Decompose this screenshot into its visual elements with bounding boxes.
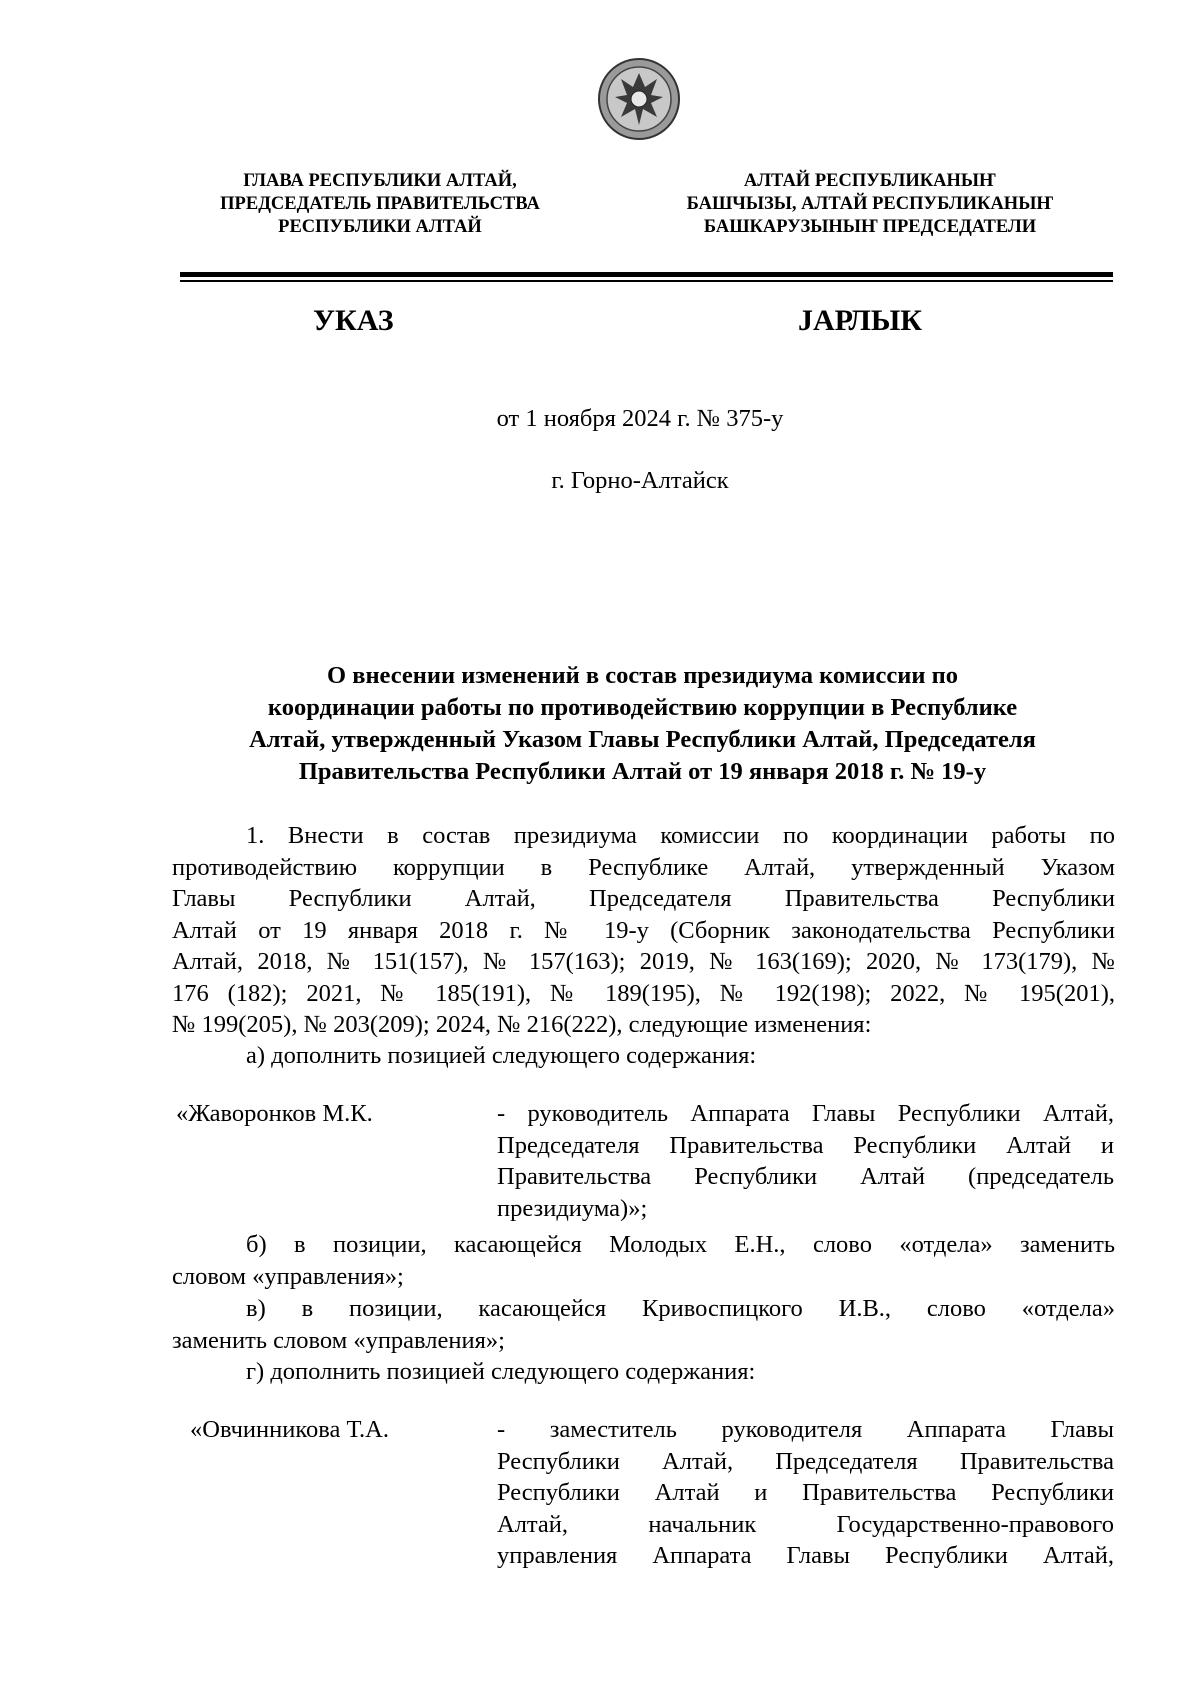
header-left-line: ПРЕДСЕДАТЕЛЬ ПРАВИТЕЛЬСТВА	[220, 194, 540, 214]
paragraph-line: г) дополнить позицией следующего содержания:	[246, 1358, 756, 1385]
entry-description	[497, 1414, 1114, 1572]
header-left-block	[180, 170, 580, 239]
header-left-line: РЕСПУБЛИКИ АЛТАЙ	[278, 217, 482, 237]
decree-title-ru: УКАЗ	[313, 304, 394, 337]
paragraph-line: 176 (182); 2021, № 185(191), № 189(195), № 192(198); 2022, № 195(201),	[172, 979, 1115, 1007]
entry-name-text: «Жаворонков М.К.	[176, 1100, 373, 1127]
header-right-line: БАШКАРУЗЫНЫҤ ПРЕДСЕДАТЕЛИ	[703, 217, 1037, 237]
paragraph-line: б) в позиции, касающейся Молодых Е.Н., слово «отдела» заменить	[246, 1231, 1115, 1258]
entry-description-line: - заместитель руководителя Аппарата Главы	[497, 1416, 1114, 1443]
entry-description-line: президиума)»;	[497, 1194, 648, 1222]
paragraph-line: а) дополнить позицией следующего содержания:	[246, 1042, 757, 1069]
decree-city: г. Горно-Алтайск	[551, 467, 729, 494]
title-line: Алтай, утвержденный Указом Главы Республики Алтай, Председателя	[249, 726, 1036, 753]
entry-description-line: Алтай, начальник Государственно-правового	[497, 1510, 1114, 1538]
entry-description-line: Правительства Республики Алтай (председатель	[497, 1163, 1114, 1190]
paragraph-line: 1. Внести в состав президиума комиссии по координации работы по	[246, 822, 1115, 849]
entry-description-line: Республики Алтай и Правительства Республики	[497, 1479, 1114, 1506]
paragraph-line: словом «управления»;	[172, 1262, 404, 1290]
decree-title-alt: ЈАРЛЫК	[798, 304, 923, 337]
entry-description-line: управления Аппарата Главы Республики Алтай,	[497, 1542, 1114, 1569]
header-right-line: БАШЧЫЗЫ, АЛТАЙ РЕСПУБЛИКАНЫҤ	[686, 194, 1054, 214]
header-divider-thin	[180, 280, 1113, 282]
item-g	[172, 1356, 1115, 1388]
title-line: О внесении изменений в состав президиума комиссии по	[327, 662, 958, 689]
paragraph-line: Главы Республики Алтай, Председателя Правительства Республики	[172, 885, 1115, 912]
title-line: координации работы по противодействию коррупции в Республике	[267, 694, 1018, 721]
item-a	[172, 1040, 1115, 1072]
title-line: Правительства Республики Алтай от 19 января 2018 г. № 19-у	[298, 758, 987, 785]
paragraph-line: в) в позиции, касающейся Кривоспицкого И.В., слово «отдела»	[246, 1295, 1115, 1322]
entry-description-line: - руководитель Аппарата Главы Республики Алтай,	[497, 1100, 1114, 1127]
header-divider-thick	[180, 272, 1113, 277]
paragraph-line: № 199(205), № 203(209); 2024, № 216(222), следующие изменения:	[172, 1011, 872, 1038]
paragraph-line: противодействию коррупции в Республике Алтай, утвержденный Указом	[172, 853, 1115, 881]
paragraph-line: заменить словом «управления»;	[172, 1326, 505, 1354]
entry-description-line: Республики Алтай, Председателя Правительства	[497, 1447, 1114, 1475]
paragraph-line: Алтай от 19 января 2018 г. № 19-у (Сборник законодательства Республики	[172, 916, 1115, 944]
entry-name	[176, 1098, 466, 1130]
entry-name-text: «Овчинникова Т.А.	[190, 1416, 389, 1443]
document-title	[170, 660, 1115, 788]
item-b	[172, 1229, 1115, 1292]
entry-name	[190, 1414, 480, 1446]
entry-description	[497, 1098, 1114, 1224]
paragraph-line: Алтай, 2018, № 151(157), № 157(163); 2019, № 163(169); 2020, № 173(179), №	[172, 948, 1115, 975]
entry-description-line: Председателя Правительства Республики Алтай и	[497, 1131, 1114, 1159]
item-v	[172, 1293, 1115, 1356]
header-left-line: ГЛАВА РЕСПУБЛИКИ АЛТАЙ,	[243, 171, 517, 191]
header-right-line: АЛТАЙ РЕСПУБЛИКАНЫҤ	[743, 171, 997, 191]
coat-of-arms-emblem	[597, 57, 681, 141]
header-right-block	[660, 170, 1080, 239]
paragraph-1	[172, 820, 1115, 1041]
decree-date-number: от 1 ноября 2024 г. № 375-у	[496, 405, 784, 432]
